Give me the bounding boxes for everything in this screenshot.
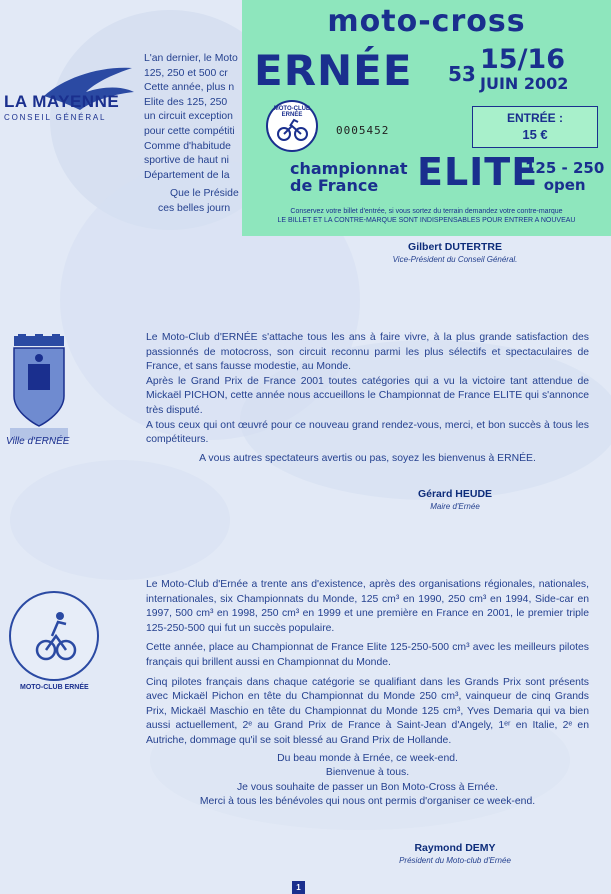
section2-text — [146, 331, 589, 466]
moto-club-badge-text: MOTO-CLUB ERNÉE — [20, 684, 89, 691]
section2-paragraph: Le Moto-Club d'ERNÉE s'attache tous les ans à faire vivre, à la plus grande satisfaction des passionnés de motocross, son circuit reconnu parmi les plus sélectifs et spectaculaires de France, et sans fausse modestie, au Monde. — [146, 332, 589, 373]
section3-signer-role: Président du Moto-club d'Ernée — [399, 856, 511, 865]
ticket-classes — [525, 160, 604, 194]
closing-line: Je vous souhaite de passer un Bon Moto-Cross à Ernée. — [236, 781, 499, 793]
section3-signer-name: Raymond DEMY — [414, 842, 496, 854]
ticket-championship — [290, 160, 408, 194]
ticket-month: JUIN 2002 — [480, 74, 569, 93]
ticket-club-logo — [266, 100, 318, 152]
closing-line: Du beau monde à Ernée, ce week-end. — [277, 752, 458, 764]
ticket-serial: 0005452 — [336, 124, 390, 137]
section1-line: L'an dernier, le Moto — [144, 53, 238, 64]
section2-signer-name: Gérard HEUDE — [417, 488, 493, 500]
ticket-classes-line1: 125 - 250 — [525, 159, 605, 177]
section1-line: 125, 250 et 500 cr — [144, 67, 228, 79]
section1-signer-role: Vice-Président du Conseil Général. — [392, 255, 518, 264]
section1-signer-name: Gilbert DUTERTRE — [408, 241, 502, 253]
section1-line: Elite des 125, 250 — [144, 96, 228, 108]
section1-line: Que le Préside — [170, 188, 239, 200]
ticket-department: 53 — [448, 62, 476, 86]
ticket-championship-line1: championnat — [290, 159, 408, 178]
section1-line: pour cette compétiti — [144, 125, 235, 137]
ticket-club-logo-text: MOTO-CLUB ERNÉE — [273, 106, 311, 118]
section1-line: Comme d'habitude — [144, 140, 231, 152]
section2-paragraph: A tous ceux qui ont œuvré pour ce nouveau grand rendez-vous, merci, et bon succès à tous les compétiteurs. — [146, 419, 589, 446]
ticket-town: ERNÉE — [254, 46, 413, 95]
closing-line: Bienvenue à tous. — [325, 767, 410, 779]
ticket-elite: ELITE — [417, 150, 539, 194]
section3-text — [146, 578, 589, 810]
moto-club-badge-icon — [6, 588, 102, 684]
section1-signature — [370, 241, 540, 264]
section2-signature — [370, 488, 540, 511]
ticket-days: 15/16 — [480, 44, 566, 75]
closing-line: Merci à tous les bénévoles qui nous ont permis d'organiser ce week-end. — [199, 796, 536, 808]
ticket-entry-price: 15 € — [522, 127, 548, 142]
section3-signature — [370, 842, 540, 865]
ticket-championship-line2: de France — [290, 176, 379, 195]
section2-signer-role: Maire d'Ernée — [430, 502, 480, 511]
mayenne-logo-subtitle: CONSEIL GÉNÉRAL — [4, 113, 107, 122]
section1-line: Cette année, plus n — [144, 82, 235, 94]
section3-paragraph: Le Moto-Club d'Ernée a trente ans d'existence, après des organisations régionales, nationales, internationales, six Championnats du Monde, 125 cm³ en 1990, 250 cm³ en 1994, Side-car en 1997, 500 cm³ en 1998, 250 cm³ en 1999 et une première en France en 2001, le premier triple 125-250-500 qui fut un succès populaire. — [146, 579, 589, 634]
town-crest-label: Ville d'ERNÉE — [6, 436, 70, 447]
page-number: 1 — [292, 881, 305, 894]
ticket-entry-label: ENTRÉE : — [506, 111, 563, 125]
section2-paragraph: Après le Grand Prix de France 2001 toutes catégories qui a vu la victoire tant attendue de Mickaël PICHON, cette année nous accueillons le Championnat de France ELITE qui s'annonce très disputé. — [146, 375, 589, 416]
section1-line: un circuit exception — [144, 111, 233, 123]
section1-line: Département de la — [144, 169, 230, 181]
section3-closing — [146, 752, 589, 810]
ticket-classes-line2: open — [543, 176, 586, 194]
motorbike-icon — [268, 102, 316, 150]
section1-line: ces belles journ — [158, 202, 231, 214]
ticket-notice: Conservez votre billet d'entrée, si vous sortez du terrain demandez votre contre-marque — [290, 208, 563, 215]
section3-paragraph: Cette année, place au Championnat de France Elite 125-250-500 cm³ avec les meilleurs pilotes français qui brillent aussi en Championnat du Monde. — [146, 642, 589, 668]
entry-ticket — [242, 0, 611, 236]
ticket-notice-caps: LE BILLET ET LA CONTRE-MARQUE SONT INDISPENSABLES POUR ENTRER A NOUVEAU — [277, 217, 576, 224]
ticket-title: moto-cross — [327, 4, 526, 39]
mayenne-logo-name: LA MAYENNE — [4, 92, 120, 111]
section3-paragraph: Cinq pilotes français dans chaque catégorie se qualifiant dans les Grands Prix sont présents avec Mickaël Pichon en tête du Championnat du Monde 250 cm³, vainqueur de cinq Grands Prix, Mickaël Maschio en tête du Championnat du Monde 125 cm³, Yves Demaria qui va bien aussi actuellement, 2ᵉ au Grand Prix de France à Saint-Jean d'Angely, 1ᵉʳ en Italie, 2ᵉ en Autriche, dommage qu'il se soit blessé au Grand Prix de Hollande. — [146, 676, 589, 746]
section1-text — [144, 52, 244, 217]
section2-paragraph: A vous autres spectateurs avertis ou pas, soyez les bienvenus à ERNÉE. — [199, 452, 536, 464]
section1-line: sportive de haut ni — [144, 155, 229, 167]
ticket-entry-box — [472, 106, 598, 148]
